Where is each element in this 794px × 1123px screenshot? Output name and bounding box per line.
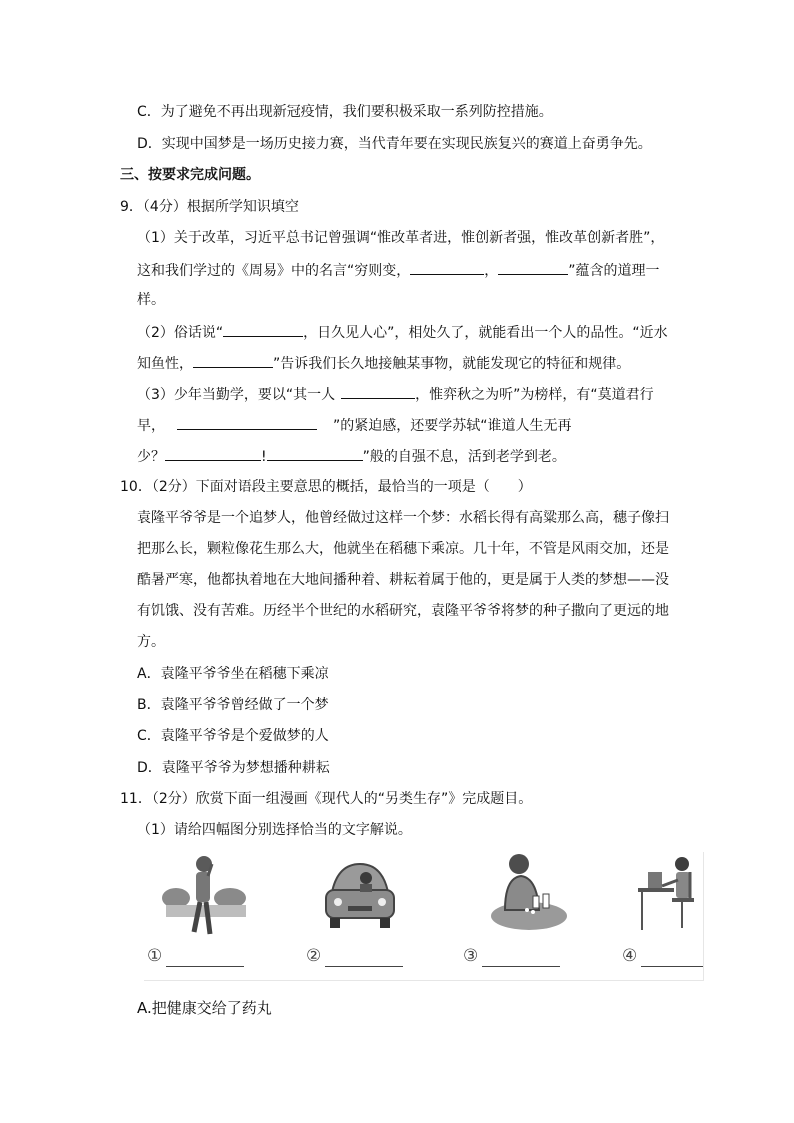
q10-option-c: C．袁隆平爷爷是个爱做梦的人 (137, 728, 329, 744)
section-title: 三、按要求完成问题。 (120, 167, 260, 183)
answer-blank[interactable] (223, 321, 303, 337)
cartoon-pills (487, 850, 571, 936)
q11-heading: 11．（2分）欣赏下面一组漫画《现代人的“另类生存”》完成题目。 (120, 791, 533, 807)
cartoon-computer-desk (632, 850, 704, 934)
q10-passage-line: 袁隆平爷爷是一个追梦人，他曾经做过这样一个梦：水稻长得有高粱那么高，穗子像扫 (137, 510, 669, 526)
q10-passage-line: 把那么长，颗粒像花生那么大，他就坐在稻穗下乘凉。几十年，不管是风雨交加，还是 (137, 541, 669, 557)
q9-part1-line1: （1）关于改革，习近平总书记曾强调“惟改革者进，惟创新者强，惟改革创新者胜”， (137, 230, 665, 246)
q9-part1-line2: 这和我们学过的《周易》中的名言“穷则变， ， ”蕴含的道理一 (137, 259, 660, 281)
answer-blank[interactable] (193, 352, 273, 368)
q9-part2-line1: （2）俗话说“ ，日久见人心”，相处久了，就能看出一个人的品性。“近水 (137, 321, 668, 343)
answer-blank[interactable] (410, 259, 484, 275)
panel-2-answer-line[interactable] (325, 966, 403, 967)
q8-option-d: D．实现中国梦是一场历史接力赛，当代青年要在实现民族复兴的赛道上奋勇争先。 (137, 136, 652, 152)
q10-option-a: A．袁隆平爷爷坐在稻穗下乘凉 (137, 666, 329, 682)
q10-option-b: B．袁隆平爷爷曾经做了一个梦 (137, 697, 329, 713)
q9-part3-line3: 少？ ! ”般的自强不息，活到老学到老。 (137, 445, 566, 467)
answer-blank[interactable] (341, 383, 415, 399)
q8-option-c: C．为了避免不再出现新冠疫情，我们要积极采取一系列防控措施。 (137, 104, 553, 120)
q11-subquestion: （1）请给四幅图分别选择恰当的文字解说。 (137, 822, 412, 838)
q10-passage-line: 方。 (137, 634, 165, 650)
q9-heading: 9．（4分）根据所学知识填空 (120, 199, 299, 215)
q10-heading: 10．（2分）下面对语段主要意思的概括，最恰当的一项是（ ） (120, 479, 532, 495)
panel-3-answer-line[interactable] (482, 966, 560, 967)
panel-4-answer-line[interactable] (641, 966, 703, 967)
panel-1-answer-line[interactable] (166, 966, 244, 967)
q9-part3-line2: 早， ”的紧迫感，还要学苏轼“谁道人生无再 (137, 414, 572, 436)
panel-number-4: ④ (622, 946, 638, 966)
q10-passage-line: 酷暑严寒，他都执着地在大地间播种着、耕耘着属于他的，更是属于人类的梦想——没 (137, 572, 669, 588)
q9-part1-line3: 样。 (137, 292, 165, 308)
q11-answer-a: A.把健康交给了药丸 (137, 999, 272, 1017)
panel-number-3: ③ (463, 946, 479, 966)
answer-blank[interactable] (177, 414, 317, 430)
panel-number-1: ① (147, 946, 163, 966)
q9-part2-line2: 知鱼性， ”告诉我们长久地接触某事物，就能发现它的特征和规律。 (137, 352, 630, 374)
answer-blank[interactable] (498, 259, 568, 275)
q10-passage-line: 有饥饿、没有苦难。历经半个世纪的水稻研究，袁隆平爷爷将梦的种子撒向了更远的地 (137, 603, 669, 619)
image-edge (703, 852, 704, 980)
q9-part3-line1: （3）少年当勤学，要以“其一人 ，惟弈秋之为听”为榜样，有“莫道君行 (137, 383, 654, 405)
cartoon-walking-phone (160, 850, 250, 960)
image-edge (144, 980, 704, 981)
answer-blank[interactable] (165, 445, 261, 461)
q10-option-d: D．袁隆平爷爷为梦想播种耕耘 (137, 760, 330, 776)
cartoon-car-driver (318, 852, 402, 942)
panel-number-2: ② (306, 946, 322, 966)
answer-blank[interactable] (267, 445, 363, 461)
